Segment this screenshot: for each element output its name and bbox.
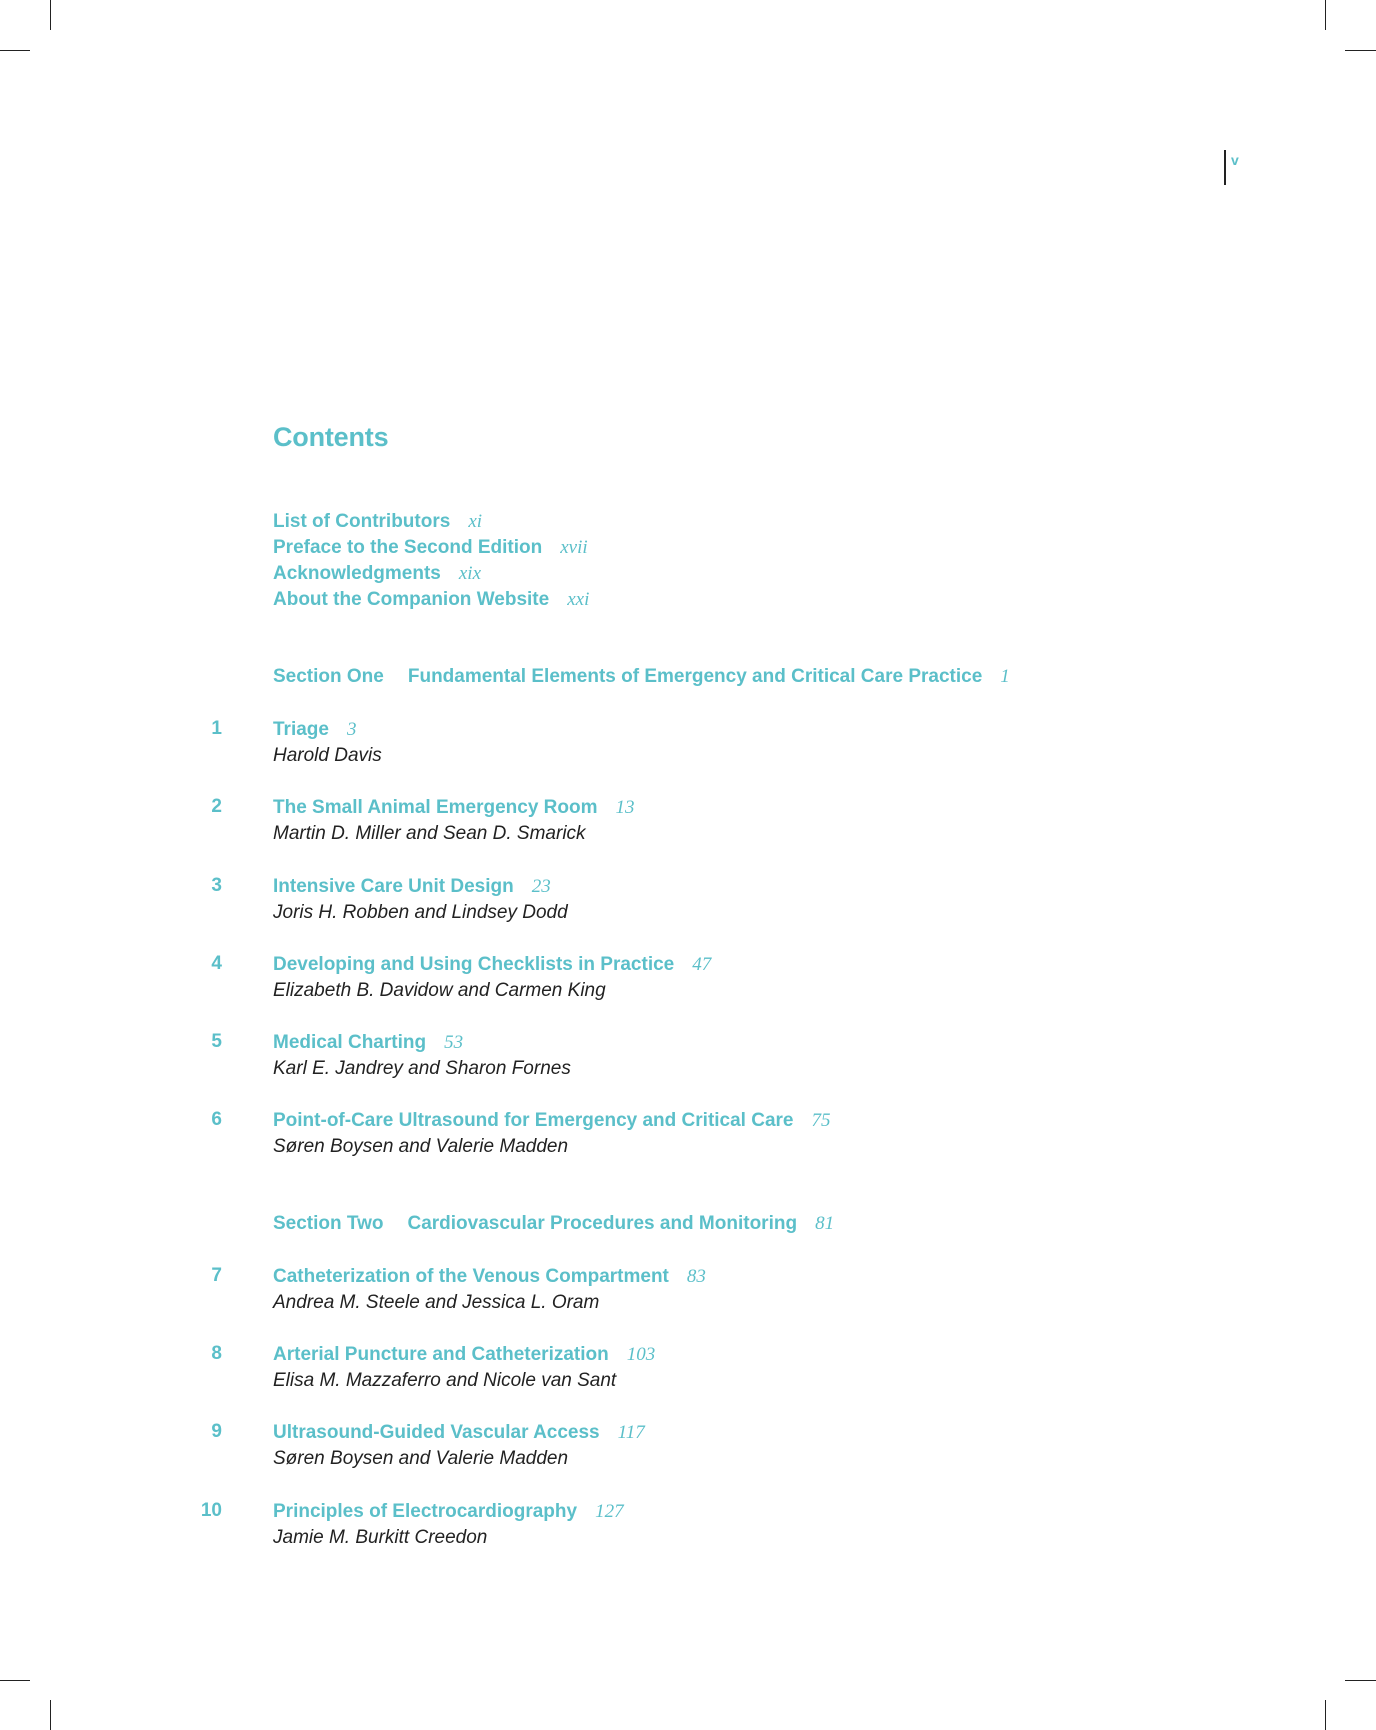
crop-mark [50,0,51,30]
chapter-title: Catheterization of the Venous Compartment [273,1266,669,1287]
chapter-title: Developing and Using Checklists in Practice [273,954,675,975]
chapter-number: 7 [211,1265,222,1286]
chapter-entry[interactable] [273,1264,706,1316]
front-matter-item[interactable] [273,587,589,613]
chapter-title: Ultrasound-Guided Vascular Access [273,1422,600,1443]
chapter-entry[interactable] [273,1108,831,1160]
chapter-authors: Elizabeth B. Davidow and Carmen King [273,980,606,1001]
chapter-authors: Søren Boysen and Valerie Madden [273,1448,569,1469]
chapter-page: 83 [686,1266,706,1287]
crop-mark [1325,0,1326,30]
section-title: Fundamental Elements of Emergency and Critical Care Practice [407,666,983,687]
chapter-title: Point-of-Care Ultrasound for Emergency and Critical Care [273,1110,794,1131]
chapter-page: 117 [617,1422,645,1443]
chapter-page: 127 [595,1501,624,1522]
section-label: Section Two [273,1213,384,1234]
front-matter-page: xi [468,511,483,532]
chapter-entry[interactable] [273,1030,571,1082]
chapter-authors: Andrea M. Steele and Jessica L. Oram [273,1292,600,1313]
chapter-number: 3 [211,875,222,896]
page-title: Contents [273,422,389,452]
section-heading[interactable] [273,666,1010,688]
section-page: 1 [1000,666,1010,687]
crop-mark [1325,1700,1326,1730]
crop-mark [0,1680,30,1681]
chapter-page: 53 [444,1032,464,1053]
chapter-entry[interactable] [273,1499,624,1551]
chapter-entry[interactable] [273,874,568,926]
chapter-number: 10 [200,1500,222,1521]
chapter-authors: Harold Davis [273,745,382,766]
section-page: 81 [815,1213,835,1234]
chapter-page: 75 [811,1110,831,1131]
crop-mark [1345,1680,1376,1681]
crop-mark [1345,50,1376,51]
front-matter-label: About the Companion Website [273,589,550,610]
page-number-rule [1224,150,1226,185]
front-matter-label: Preface to the Second Edition [273,537,543,558]
chapter-authors: Jamie M. Burkitt Creedon [273,1527,488,1548]
chapter-number: 5 [211,1031,222,1052]
chapter-title: Triage [273,719,329,740]
chapter-title: The Small Animal Emergency Room [273,797,598,818]
chapter-title: Principles of Electrocardiography [273,1501,578,1522]
chapter-number: 8 [211,1343,222,1364]
chapter-number: 4 [211,953,222,974]
chapter-page: 13 [615,797,635,818]
crop-mark [50,1700,51,1730]
section-label: Section One [273,666,384,687]
chapter-authors: Martin D. Miller and Sean D. Smarick [273,823,586,844]
chapter-number: 2 [211,796,222,817]
chapter-entry[interactable] [273,1342,655,1394]
page-number: v [1231,152,1239,168]
section-heading[interactable] [273,1213,834,1235]
chapter-number: 9 [211,1421,222,1442]
chapter-entry[interactable] [273,952,711,1004]
chapter-page: 103 [626,1344,656,1365]
front-matter-label: List of Contributors [273,511,451,532]
chapter-authors: Joris H. Robben and Lindsey Dodd [273,902,568,923]
front-matter-item[interactable] [273,535,588,561]
chapter-entry[interactable] [273,1420,645,1472]
front-matter-page: xxi [567,589,590,610]
chapter-authors: Karl E. Jandrey and Sharon Fornes [273,1058,571,1079]
chapter-entry[interactable] [273,717,382,769]
chapter-title: Intensive Care Unit Design [273,876,514,897]
front-matter-page: xvii [560,537,588,558]
chapter-authors: Elisa M. Mazzaferro and Nicole van Sant [273,1370,617,1391]
chapter-title: Arterial Puncture and Catheterization [273,1344,609,1365]
chapter-page: 3 [346,719,357,740]
chapter-authors: Søren Boysen and Valerie Madden [273,1136,569,1157]
chapter-page: 23 [531,876,551,897]
crop-mark [0,50,30,51]
front-matter-item[interactable] [273,509,482,535]
chapter-number: 1 [211,718,222,739]
chapter-entry[interactable] [273,795,635,847]
front-matter-page: xix [458,563,482,584]
chapter-title: Medical Charting [273,1032,427,1053]
chapter-page: 47 [692,954,712,975]
front-matter-item[interactable] [273,561,481,587]
chapter-number: 6 [211,1109,222,1130]
section-title: Cardiovascular Procedures and Monitoring [407,1213,798,1234]
front-matter-label: Acknowledgments [273,563,441,584]
